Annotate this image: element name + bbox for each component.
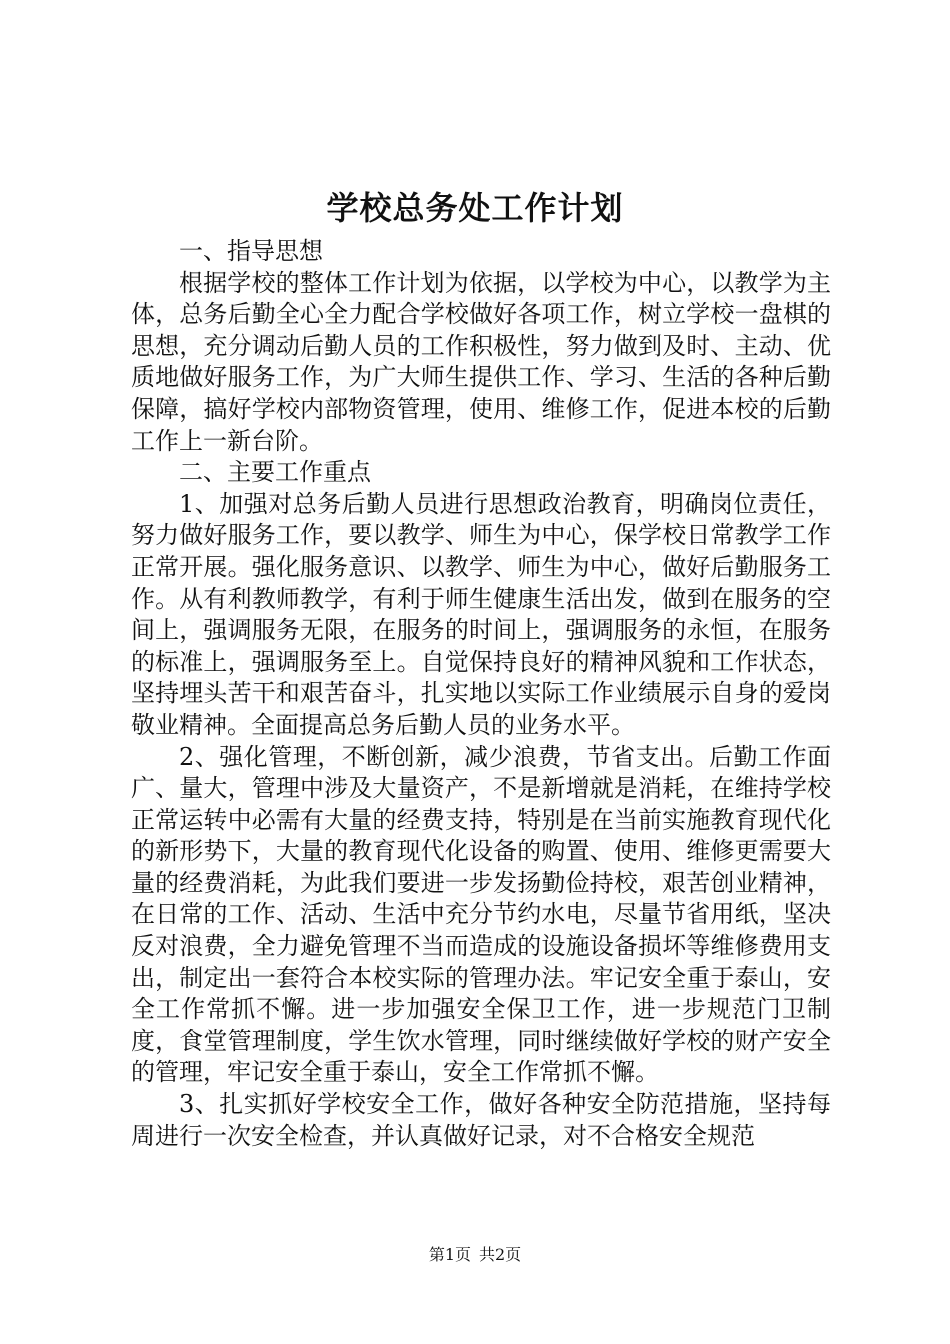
section-heading-guiding-thought: 一、指导思想 (179, 237, 323, 265)
page-footer (0, 1244, 950, 1266)
paragraph-item-1: 1、加强对总务后勤人员进行思想政治教育，明确岗位责任，努力做好服务工作，要以教学、师生为中心，保学校日常教学工作正常开展。强化服务意识、以教学、师生为中心，做好后勤服务工作。从有利教师教学，有利于师生健康生活出发，做到在服务的空间上，强调服务无限，在服务的时间上，强调服务的永恒，在服务的标准上，强调服务至上。自觉保持良好的精神风貌和工作状态，坚持埋头苦干和艰苦奋斗，扎实地以实际工作业绩展示自身的爱岗敬业精神。全面提高总务后勤人员的业务水平。 (131, 489, 831, 739)
section-heading-key-work: 二、主要工作重点 (179, 458, 371, 487)
document-title: 学校总务处工作计划 (326, 189, 624, 227)
page-number: 第1页 (428, 1245, 471, 1264)
paragraph-item-3: 3、扎实抓好学校安全工作，做好各种安全防范措施，坚持每周进行一次安全检查，并认真做好记录，对不合格安全规范 (131, 1090, 831, 1150)
document-body (131, 236, 831, 1152)
page-total: 共2页 (479, 1245, 522, 1264)
paragraph-guiding-thought: 根据学校的整体工作计划为依据，以学校为中心，以教学为主体，总务后勤全心全力配合学校做好各项工作，树立学校一盘棋的思想，充分调动后勤人员的工作积极性，努力做到及时、主动、优质地做好服务工作，为广大师生提供工作、学习、生活的各种后勤保障，搞好学校内部物资管理，使用、维修工作，促进本校的后勤工作上一新台阶。 (131, 268, 831, 455)
paragraph-item-2: 2、强化管理，不断创新，减少浪费，节省支出。后勤工作面广、量大，管理中涉及大量资产，不是新增就是消耗，在维持学校正常运转中必需有大量的经费支持，特别是在当前实施教育现代化的新形势下，大量的教育现代化设备的购置、使用、维修更需要大量的经费消耗，为此我们要进一步发扬勤俭持校，艰苦创业精神，在日常的工作、活动、生活中充分节约水电，尽量节省用纸，坚决反对浪费，全力避免管理不当而造成的设施设备损坏等维修费用支出，制定出一套符合本校实际的管理办法。牢记安全重于泰山，安全工作常抓不懈。进一步加强安全保卫工作，进一步规范门卫制度，食堂管理制度，学生饮水管理，同时继续做好学校的财产安全的管理，牢记安全重于泰山，安全工作常抓不懈。 (131, 742, 831, 1087)
